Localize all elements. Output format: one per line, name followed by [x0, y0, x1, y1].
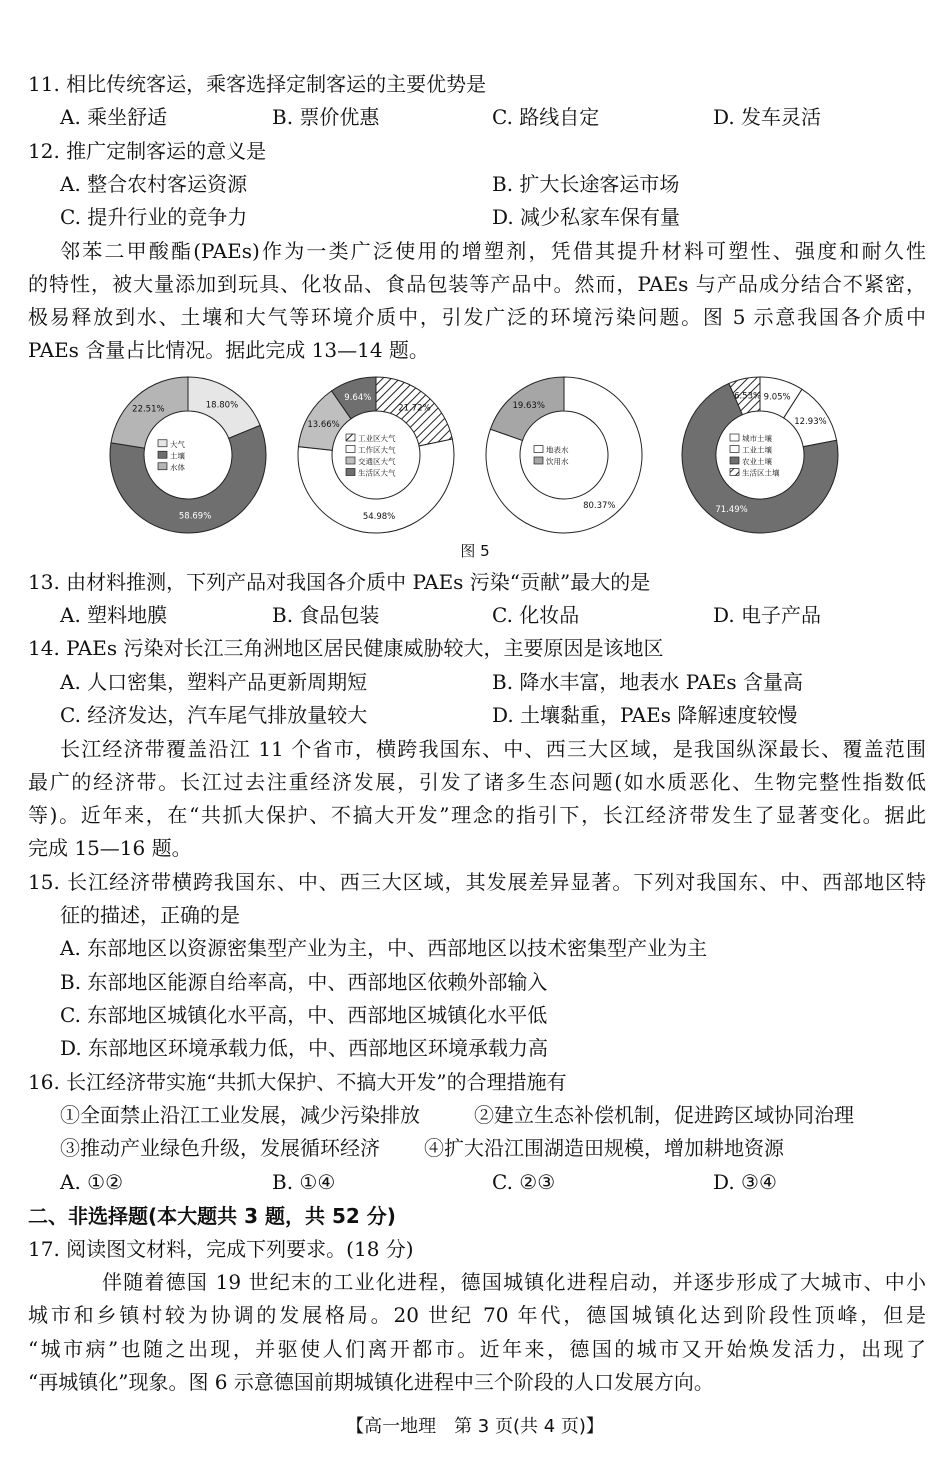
q16-statement: ④扩大沿江围湖造田规模，增加耕地资源	[424, 1136, 784, 1160]
legend-swatch	[158, 463, 167, 470]
q15-stem-line: 征的描述，正确的是	[60, 903, 240, 927]
q16-statement: ③推动产业绿色升级，发展循环经济	[60, 1136, 380, 1160]
legend-swatch	[534, 446, 543, 453]
legend-label: 农业土壤	[742, 457, 772, 466]
q11-option-b: B. 票价优惠	[272, 105, 380, 129]
legend-label: 生活区大气	[358, 468, 396, 478]
legend-swatch	[730, 457, 739, 464]
q17-passage-line: 伴随着德国 19 世纪末的工业化进程，德国城镇化进程启动，并逐步形成了大城市、中小	[102, 1270, 926, 1294]
q13-stem: 13. 由材料推测，下列产品对我国各介质中 PAEs 污染“贡献”最大的是	[28, 570, 651, 594]
q15-option-b: B. 东部地区能源自给率高，中、西部地区依赖外部输入	[60, 970, 548, 994]
q16-statement: ①全面禁止沿江工业发展，减少污染排放	[60, 1103, 420, 1127]
paes-passage-line: 极易释放到水、土壤和大气等环境介质中，引发广泛的环境污染问题。图 5 示意我国各介质中	[28, 305, 926, 329]
q11-option-a: A. 乘坐舒适	[60, 105, 168, 129]
q17-passage-line: “再城镇化”现象。图 6 示意德国前期城镇化进程中三个阶段的人口发展方向。	[28, 1370, 714, 1394]
q16-option-c: C. ②③	[492, 1170, 556, 1194]
q15-option-a: A. 东部地区以资源密集型产业为主，中、西部地区以技术密集型产业为主	[60, 936, 708, 960]
legend-swatch	[534, 457, 543, 464]
legend-label: 大气	[170, 439, 185, 449]
q15-option-c: C. 东部地区城镇化水平高，中、西部地区城镇化水平低	[60, 1003, 548, 1027]
legend-swatch	[730, 434, 739, 441]
slice-value-label: 71.49%	[715, 504, 748, 515]
slice-value-label: 9.64%	[344, 392, 372, 403]
q13-option-a: A. 塑料地膜	[60, 603, 168, 627]
legend-swatch	[730, 469, 739, 476]
slice-value-label: 13.66%	[307, 419, 340, 430]
slice-value-label: 54.98%	[362, 511, 396, 522]
q16-statement: ②建立生态补偿机制，促进跨区域协同治理	[474, 1103, 854, 1127]
q17-passage-line: 城市和乡镇村较为协调的发展格局。20 世纪 70 年代，德国城镇化达到阶段性顶峰，但是	[28, 1303, 926, 1327]
q13-option-b: B. 食品包装	[272, 603, 380, 627]
q16-option-a: A. ①②	[60, 1170, 124, 1194]
section2-title: 二、非选择题(本大题共 3 题，共 52 分)	[28, 1204, 396, 1228]
legend-swatch	[346, 469, 355, 476]
slice-value-label: 18.80%	[205, 400, 239, 411]
yangtze-passage-line: 等)。近年来，在“共抓大保护、不搞大开发”理念的指引下，长江经济带发生了显著变化。据此	[28, 803, 926, 827]
figure5-donut-charts	[100, 372, 850, 540]
q12-option-a: A. 整合农村客运资源	[60, 172, 248, 196]
slice-value-label: 6.53%	[734, 391, 762, 402]
q11-option-d: D. 发车灵活	[713, 105, 822, 129]
legend-swatch	[158, 440, 167, 447]
slice-value-label: 19.63%	[512, 401, 545, 412]
q12-stem: 12. 推广定制客运的意义是	[28, 139, 267, 163]
legend-label: 工业土壤	[742, 445, 772, 455]
slice-value-label: 80.37%	[583, 500, 616, 511]
slice-value-label: 21.72%	[398, 403, 431, 414]
legend-swatch	[730, 446, 739, 453]
q14-option-c: C. 经济发达，汽车尾气排放量较大	[60, 703, 368, 727]
q13-option-c: C. 化妆品	[492, 603, 580, 627]
legend-label: 工作区大气	[358, 445, 396, 455]
legend-label: 交通区大气	[358, 457, 396, 466]
paes-passage-line: 邻苯二甲酸酯(PAEs)作为一类广泛使用的增塑剂，凭借其提升材料可塑性、强度和耐久性	[60, 239, 926, 263]
slice-value-label: 12.93%	[794, 416, 827, 427]
legend-swatch	[346, 457, 355, 464]
slice-value-label: 58.69%	[178, 511, 212, 522]
q12-option-c: C. 提升行业的竞争力	[60, 205, 248, 229]
q12-option-b: B. 扩大长途客运市场	[492, 172, 680, 196]
q16-option-b: B. ①④	[272, 1170, 336, 1194]
q14-option-a: A. 人口密集，塑料产品更新周期短	[60, 670, 368, 694]
q11-option-c: C. 路线自定	[492, 105, 600, 129]
q16-option-d: D. ③④	[713, 1170, 777, 1194]
q14-option-b: B. 降水丰富，地表水 PAEs 含量高	[492, 670, 804, 694]
legend-swatch	[158, 451, 167, 458]
yangtze-passage-line: 长江经济带覆盖沿江 11 个省市，横跨我国东、中、西三大区域，是我国纵深最长、覆盖范围	[60, 737, 926, 761]
legend-label: 饮用水	[546, 457, 569, 466]
legend-label: 土壤	[170, 451, 185, 461]
q14-option-d: D. 土壤黏重，PAEs 降解速度较慢	[492, 703, 798, 727]
legend-label: 水体	[170, 462, 185, 472]
yangtze-passage-line: 完成 15—16 题。	[28, 836, 192, 860]
q13-option-d: D. 电子产品	[713, 603, 822, 627]
paes-passage-line: 的特性，被大量添加到玩具、化妆品、食品包装等产品中。然而，PAEs 与产品成分结合不紧密，	[28, 272, 926, 296]
q15-stem-line: 15. 长江经济带横跨我国东、中、西三大区域，其发展差异显著。下列对我国东、中、西部地区特	[28, 870, 926, 894]
q16-stem: 16. 长江经济带实施“共抓大保护、不搞大开发”的合理措施有	[28, 1070, 567, 1094]
q12-option-d: D. 减少私家车保有量	[492, 205, 681, 229]
legend-label: 工业区大气	[358, 434, 396, 443]
q14-stem: 14. PAEs 污染对长江三角洲地区居民健康威胁较大，主要原因是该地区	[28, 636, 664, 660]
q15-option-d: D. 东部地区环境承载力低，中、西部地区环境承载力高	[60, 1036, 549, 1060]
legend-label: 地表水	[546, 445, 569, 455]
legend-swatch	[346, 446, 355, 453]
q17-stem: 17. 阅读图文材料，完成下列要求。(18 分)	[28, 1237, 414, 1261]
paes-passage-line: PAEs 含量占比情况。据此完成 13—14 题。	[28, 338, 429, 362]
slice-value-label: 22.51%	[132, 404, 165, 415]
legend-label: 城市土壤	[742, 434, 772, 443]
page-footer: 【高一地理 第 3 页(共 4 页)】	[346, 1416, 604, 1437]
q11-stem: 11. 相比传统客运，乘客选择定制客运的主要优势是	[28, 72, 487, 96]
legend-label: 生活区土壤	[742, 468, 780, 478]
slice-value-label: 9.05%	[763, 392, 791, 403]
legend-swatch	[346, 434, 355, 441]
yangtze-passage-line: 最广的经济带。长江过去注重经济发展，引发了诸多生态问题(如水质恶化、生物完整性指数低	[28, 770, 926, 794]
figure5-caption: 图 5	[460, 542, 490, 560]
q17-passage-line: “城市病”也随之出现，并驱使人们离开都市。近年来，德国的城市又开始焕发活力，出现了	[28, 1337, 926, 1361]
